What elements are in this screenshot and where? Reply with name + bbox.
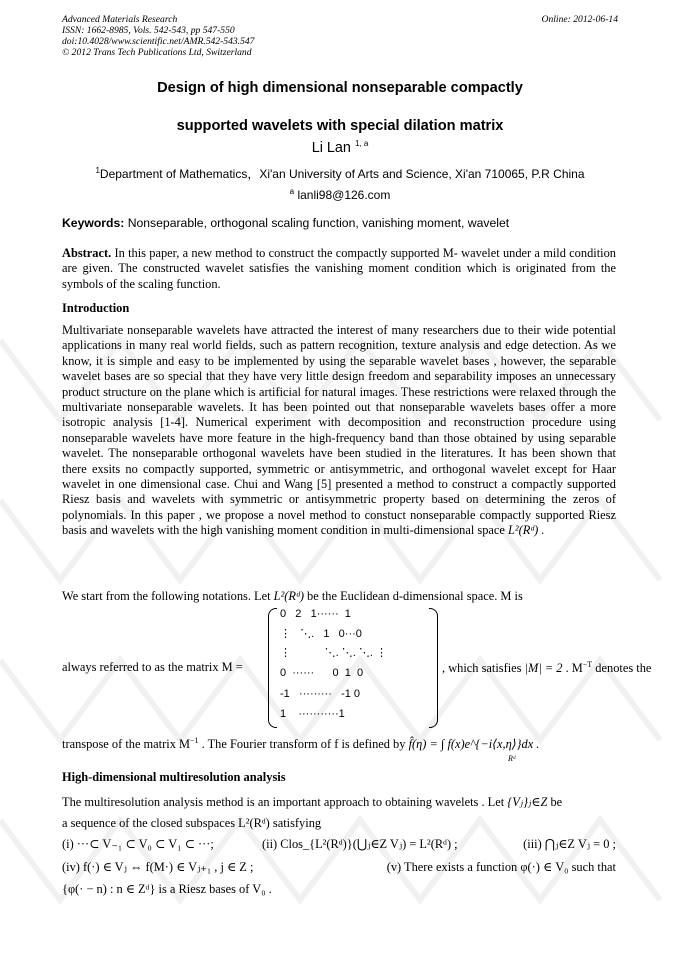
email-superscript: a <box>289 187 295 196</box>
notation-text-end: be the Euclidean d-dimensional space. M is <box>303 589 523 603</box>
integral-domain: Rᵈ <box>508 754 516 763</box>
condition-iv: (iv) f(·) ∈ Vⱼ ⇔ f(M·) ∈ Vⱼ₊₁ , j ∈ Z ; <box>62 860 254 874</box>
notation-text-start: We start from the following notations. Let <box>62 589 274 603</box>
transpose-superscript: −T <box>582 660 593 669</box>
matrix-row: ⋮ ⋱. 1 0···0 <box>280 628 362 640</box>
matrix-denotes-text: denotes the <box>592 661 652 676</box>
keywords-label: Keywords: <box>62 216 125 230</box>
matrix-row: 0 ······ 0 1 0 <box>280 667 364 679</box>
space-notation: L²(Rᵈ) . <box>508 523 545 538</box>
author-name: Li Lan <box>311 139 351 156</box>
matrix-row: -1 ········· -1 0 <box>280 688 361 700</box>
determinant-condition: |M| = 2 <box>524 661 563 676</box>
doi-line: doi:10.4028/www.scientific.net/AMR.542-543.547 <box>62 36 255 47</box>
mra-heading: High-dimensional multiresolution analysis <box>62 770 286 784</box>
keywords-text: Nonseparable, orthogonal scaling function, vanishing moment, wavelet <box>124 216 510 230</box>
affiliation-line <box>62 165 618 182</box>
fourier-lead-text: . The Fourier transform of f is defined by <box>198 737 409 752</box>
fourier-line <box>62 736 616 752</box>
dilation-matrix-block <box>62 608 652 730</box>
affiliation-text: Department of Mathematics，Xi'an University of Arts and Science, Xi'an 710065, P.R China <box>99 167 585 181</box>
condition-ii: (ii) Clos_{L²(Rᵈ)}(⋃ⱼ∈Z Vⱼ) = L²(Rᵈ) ; <box>262 837 458 851</box>
abstract-label: Abstract. <box>62 246 112 260</box>
matrix-row: 1 ···········1 <box>280 708 345 720</box>
affiliation-superscript: 1 <box>95 166 100 175</box>
online-date: Online: 2012-06-14 <box>541 14 618 25</box>
mra-line-2: a sequence of the closed subspaces L²(Rᵈ) satisfying <box>62 816 322 830</box>
condition-i: (i) ···⊂ V₋₁ ⊂ V₀ ⊂ V₁ ⊂ ···; <box>62 837 214 851</box>
keywords-line <box>62 216 616 231</box>
matrix-condition-text: , which satisfies <box>442 661 525 676</box>
author-line <box>62 139 618 156</box>
matrix-right-bracket <box>429 608 438 728</box>
introduction-paragraph <box>62 323 616 539</box>
author-superscript: 1, a <box>354 139 369 148</box>
matrix-row: 0 2 1······ 1 <box>280 608 351 620</box>
abstract-paragraph <box>62 246 616 292</box>
matrix-transpose-text: . M <box>562 661 583 676</box>
matrix-left-bracket <box>268 608 277 728</box>
journal-header <box>62 14 618 58</box>
mra-text-end: be <box>547 795 563 809</box>
matrix-lead-text: always referred to as the matrix M = <box>62 660 243 674</box>
abstract-text: In this paper, a new method to construct the compactly supported M- wavelet under a mild condition are given. The constructed wavelet satisfies the vanishing moment condition which is originated from the symbols of the scaling function. <box>62 246 616 291</box>
introduction-text: Multivariate nonseparable wavelets have attracted the interest of many researchers due to their wide potential applications in many real world fields, such as pattern recognition, texture analysis and edge detection. As we know, it is simple and easy to be implemented by using the separable wavelet bases , however, the separable wavelet bases are so special that they have very little design freedom and separability imposes an unnecessary product structure on the plane which is artificial for natural images. These restrictions were relaxed through the multivariate nonseparable wavelets. It has been pointed out that nonseparable wavelets bases offer a more isotropic analysis [1-4]. Numerical experiment with decomposition and reconstruction procedure using nonseparable wavelets have more feature in the high-frequency band than those obtained by using separable wavelet. The nonseparable orthogonal wavelets have been studied in the literatures. It has been shown that there exsits no compactly supported, symmetric or antisymmetric, and orthogonal wavelet except for Haar wavelet in one dimensional case. Chui and Wang [5] presented a method to construct a compactly supported Riesz basis and wavelets with symmetric or antisymmetric property based on determining the zeros of polynomials. In this paper , we propose a novel method to constuct nonseparable compactly supported Riesz basis and wavelets with the high vanishing moment condition in multi-dimensional space <box>62 323 616 538</box>
mra-line-1 <box>62 794 616 810</box>
issn-line: ISSN: 1662-8985, Vols. 542-543, pp 547-550 <box>62 25 235 36</box>
notation-paragraph <box>62 589 616 604</box>
email-line <box>62 187 618 202</box>
transpose-text: transpose of the matrix M <box>62 737 191 752</box>
matrix-condition <box>442 660 651 676</box>
dilation-matrix <box>268 608 438 726</box>
paper-title-line1: Design of high dimensional nonseparable compactly <box>157 80 523 96</box>
matrix-row: ⋮ ⋱. ⋱. ⋱. ⋮ <box>280 647 387 659</box>
inverse-superscript: −1 <box>190 736 199 745</box>
euclidean-space: L²(Rᵈ) <box>273 589 304 603</box>
fourier-formula: f̂(η) = ∫ f(x)e^{−i⟨x,η⟩}dx . <box>408 737 540 752</box>
riesz-basis-line: {φ(· − n) : n ∈ Zᵈ} is a Riesz bases of V₀ . <box>62 882 272 896</box>
subspace-sequence: {Vⱼ}ⱼ∈Z <box>507 795 548 809</box>
condition-v: (v) There exists a function φ(·) ∈ V₀ such that <box>386 860 616 874</box>
journal-name: Advanced Materials Research <box>62 14 178 25</box>
copyright-line: © 2012 Trans Tech Publications Ltd, Switzerland <box>62 47 252 58</box>
paper-title-line2: supported wavelets with special dilation matrix <box>176 118 504 134</box>
mra-text: The multiresolution analysis method is an important approach to obtaining wavelets . Let <box>62 795 508 809</box>
condition-iii: (iii) ⋂ⱼ∈Z Vⱼ = 0 ; <box>523 837 616 851</box>
email-address: lanli98@126.com <box>294 188 391 202</box>
introduction-heading: Introduction <box>62 301 130 315</box>
